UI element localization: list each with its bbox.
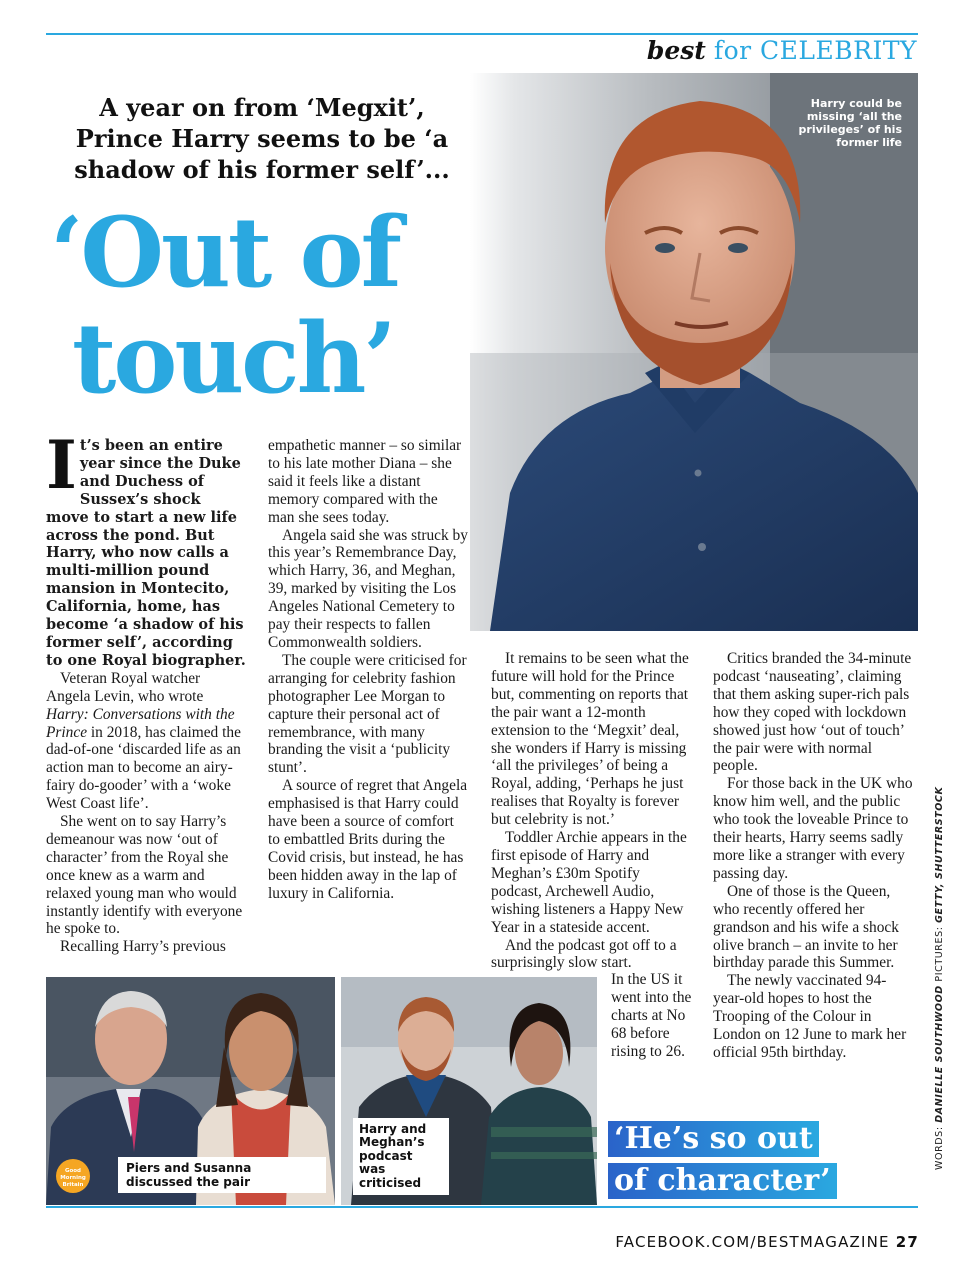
gmb-logo: Good Morning Britain bbox=[56, 1159, 90, 1193]
paragraph-13: The newly vaccinated 94-year-old hopes to host the Trooping of the Colour in London on 12 June to mark her official 95th birthday. bbox=[713, 972, 907, 1061]
pull-quote-line-2: of character’ bbox=[608, 1163, 837, 1199]
intro-paragraph bbox=[46, 426, 246, 670]
body-column-4 bbox=[713, 650, 913, 1062]
footer-url: FACEBOOK.COM/BESTMAGAZINE bbox=[615, 1233, 890, 1251]
paragraph-3: Recalling Harry’s previous bbox=[60, 938, 226, 956]
headline bbox=[50, 196, 480, 415]
paragraph-1-end: in 2018, has claimed the dad-of-one ‘discarded life as an action man to become an airy-fairy do-gooder’ with a ‘woke West Coast life’. bbox=[46, 723, 241, 813]
body-column-3 bbox=[491, 650, 691, 972]
book-title: Harry: Conversations with the Prince bbox=[46, 705, 235, 741]
intro-text: t’s been an entire year since the Duke and Duchess of Sussex’s shock move to start a new life across the pond. But Harry, who now calls a multi-million pound mansion in Montecito, California, home, has become ‘a shadow of his former self’, according to one Royal biographer. bbox=[46, 437, 246, 669]
hero-illustration bbox=[470, 73, 918, 631]
paragraph-1 bbox=[46, 670, 246, 813]
credits-writer: DANIELLE SOUTHWOOD bbox=[934, 985, 945, 1123]
credits-pictures-label: PICTURES: bbox=[934, 922, 945, 986]
page-number: 27 bbox=[895, 1233, 919, 1251]
drop-cap: I bbox=[46, 426, 77, 504]
paragraph-8: Toddler Archie appears in the first episode of Harry and Meghan’s £30m Spotify podcast, Archewell Audio, wishing listeners a Happy New Year in a stateside accent. bbox=[491, 829, 687, 936]
pull-quote-line-1: ‘He’s so out bbox=[608, 1121, 819, 1157]
body-column-1 bbox=[46, 426, 246, 956]
paragraph-7: It remains to be seen what the future will hold for the Prince but, commenting on reports that the pair want a 12-month extension to the ‘Megxit’ deal, she wonders if Harry is missing ‘all the privileges’ of being a Royal, adding, ‘Perhaps he just realises that Royalty is forever but celebrity is not.’ bbox=[491, 650, 689, 829]
hero-caption: Harry could be missing ‘all the privileges’ of his former life bbox=[798, 97, 902, 149]
section-label: for CELEBRITY bbox=[713, 36, 917, 65]
photo-harry-meghan bbox=[341, 977, 597, 1205]
body-column-2-text bbox=[268, 437, 468, 903]
paragraph-10: Critics branded the 34-minute podcast ‘nauseating’, claiming that them asking super-rich pals how they coped with lockdown showed just how ‘out of touch’ the pair were with normal people. bbox=[713, 650, 912, 775]
headline-line-1: ‘Out of bbox=[50, 196, 399, 309]
paragraph-11: For those back in the UK who know him well, and the public who took the loveable Prince to their hearts, Harry seems sadly more like a stranger with every passing day. bbox=[713, 775, 913, 882]
paragraph-5: The couple were criticised for arranging for celebrity fashion photographer Lee Morgan to capture their personal act of remembrance, with many branding the visit a ‘publicity stunt’. bbox=[268, 651, 467, 777]
headline-line-2: touch’ bbox=[72, 302, 394, 415]
bottom-rule bbox=[46, 1206, 918, 1208]
photo-credits bbox=[934, 787, 945, 1170]
paragraph-9: And the podcast got off to a surprisingly slow start. bbox=[491, 936, 677, 972]
standfirst: A year on from ‘Megxit’, Prince Harry seems to be ‘a shadow of his former self’... bbox=[74, 93, 450, 184]
photo-piers-susanna bbox=[46, 977, 335, 1205]
paragraph-2: She went on to say Harry’s demeanour was now ‘out of character’ from the Royal she once knew as a warm and relaxed young man who would instantly identify with everyone he spoke to. bbox=[46, 813, 243, 938]
credits-agencies: GETTY, SHUTTERSTOCK bbox=[934, 786, 945, 923]
body-column-3-narrow bbox=[611, 971, 693, 1061]
paragraph-9-continued: In the US it went into the charts at No 68 before rising to 26. bbox=[611, 971, 692, 1060]
photo-caption-piers-susanna: Piers and Susanna discussed the pair bbox=[118, 1157, 326, 1193]
paragraph-1-start: Veteran Royal watcher Angela Levin, who wrote bbox=[46, 669, 204, 705]
section-brand: best bbox=[646, 36, 706, 65]
paragraph-12: One of those is the Queen, who recently offered her grandson and his wife a shock olive branch – an invite to her birthday parade this Summer. bbox=[713, 882, 899, 972]
footer bbox=[615, 1233, 919, 1251]
credits-words-label: WORDS: bbox=[934, 1122, 945, 1170]
top-rule bbox=[46, 33, 918, 35]
photo-caption-harry-meghan: Harry and Meghan’s podcast was criticised bbox=[353, 1118, 449, 1196]
paragraph-3-continued: empathetic manner – so similar to his late mother Diana – she said it feels like a distant memory compared with the man she sees today. bbox=[268, 437, 462, 526]
hero-photo bbox=[470, 73, 918, 631]
section-flag bbox=[647, 36, 917, 65]
paragraph-6: A source of regret that Angela emphasised is that Harry could have been a source of comfort to embattled Brits during the Covid crisis, but instead, he has been hidden away in the lap of luxury in California. bbox=[268, 777, 468, 902]
paragraph-4: Angela said she was struck by this year’s Remembrance Day, which Harry, 36, and Meghan, 39, marked by visiting the Los Angeles National Cemetery to pay their respects to fallen Commonwealth soldiers. bbox=[268, 526, 468, 651]
